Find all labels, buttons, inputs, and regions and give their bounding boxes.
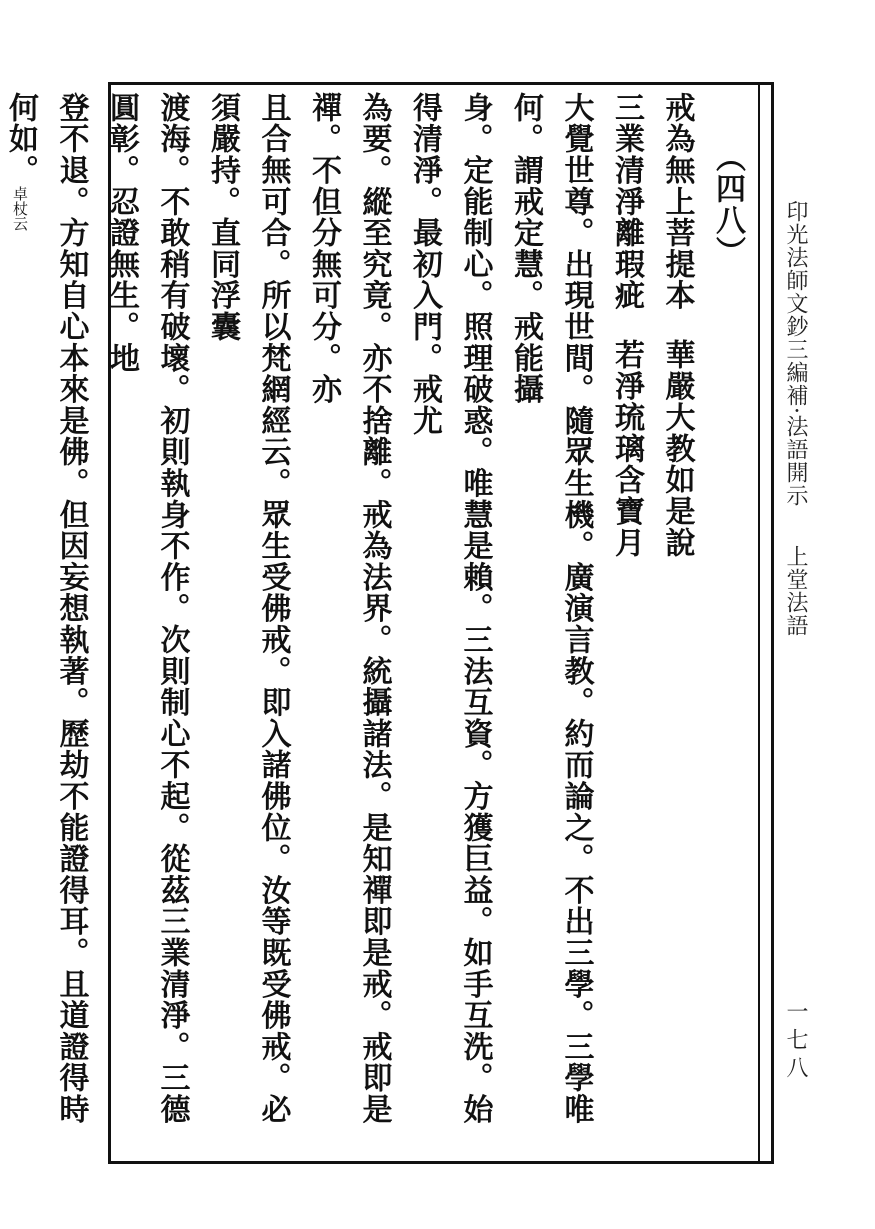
prose-line: 大覺世尊。出現世間。隨眾生機。廣演言教。約而論之。不出三學。三學唯何。謂戒定慧。戒能攝 bbox=[508, 92, 594, 1125]
prose-line: 渡海。不敢稍有破壞。初則執身不作。次則制心不起。從茲三業清淨。三德圓彰。忍證無生。地 bbox=[104, 92, 190, 1125]
prose-line: 身。定能制心。照理破惑。唯慧是賴。三法互資。方獲巨益。如手互洗。始得清淨。最初入門。戒尤 bbox=[407, 92, 493, 1125]
margin-rule bbox=[758, 82, 760, 1164]
body-text bbox=[3, 92, 752, 1152]
page-number: 一七八 bbox=[783, 1000, 808, 1084]
prose-line: 且合無可合。所以梵網經云。眾生受佛戒。即入諸佛位。汝等既受佛戒。必須嚴持。直同浮囊 bbox=[205, 92, 291, 1125]
verse-phrase: 三業清淨離瑕疵 bbox=[609, 92, 644, 312]
section-heading: （四八） bbox=[710, 142, 745, 268]
verse-phrase: 華嚴大教如是說 bbox=[659, 339, 695, 559]
verse-line bbox=[601, 92, 652, 1152]
running-head-title: 印光法師文鈔三編補·法語開示 bbox=[783, 200, 808, 507]
running-head-section: 上堂法語 bbox=[783, 545, 808, 637]
prose-text: 登不退。方知自心本來是佛。但因妄想執著。歷劫不能證得耳。且道證得時何如。 bbox=[3, 92, 89, 1125]
running-head bbox=[780, 200, 810, 637]
prose-line bbox=[0, 92, 96, 1152]
verse-line bbox=[651, 92, 702, 1152]
prose-line: 為要。縱至究竟。亦不捨離。戒為法界。統攝諸法。是知禪即是戒。戒即是禪。不但分無可分。亦 bbox=[306, 92, 392, 1125]
interlinear-note: 卓杖云 bbox=[11, 185, 29, 231]
verse-phrase: 戒為無上菩提本 bbox=[659, 92, 695, 312]
verse-phrase: 若淨琉璃含寶月 bbox=[609, 339, 644, 559]
